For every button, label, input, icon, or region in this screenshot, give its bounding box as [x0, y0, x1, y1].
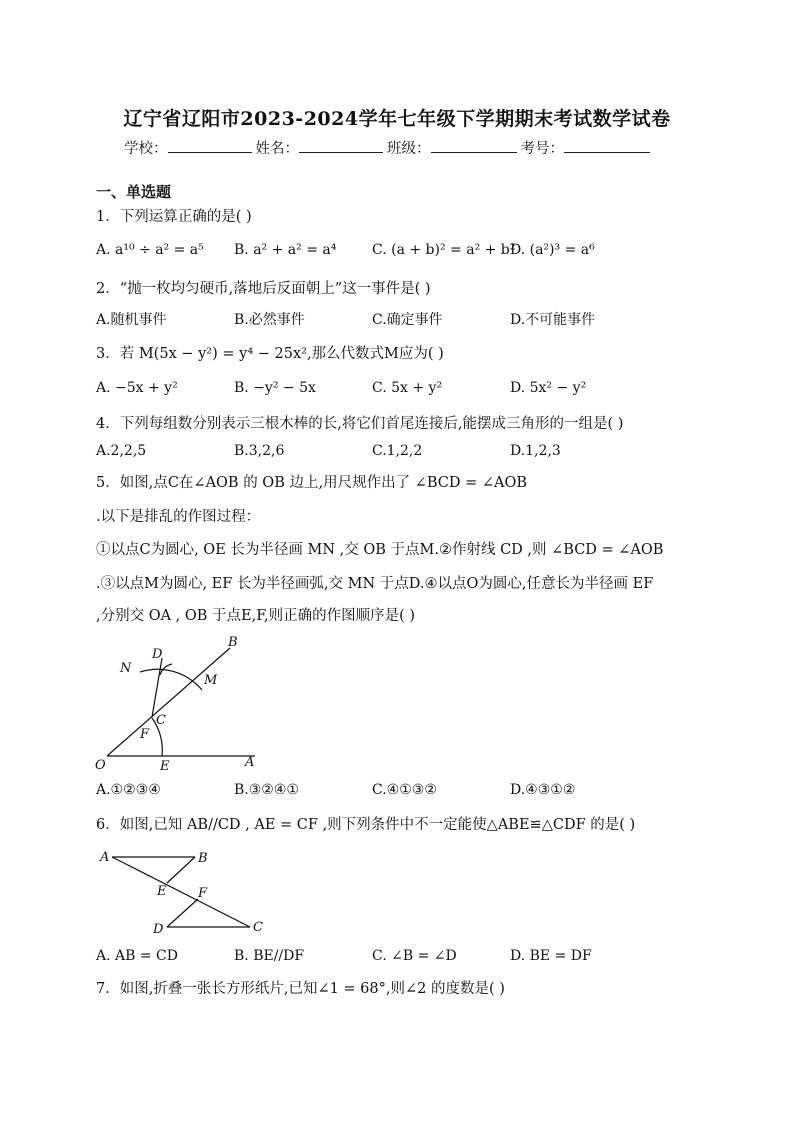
school-label: 学校： [124, 141, 168, 157]
segment-ac [112, 857, 250, 927]
q3-stem: 3．若 M(5x − y²) = y⁴ − 25x²,那么代数式M应为( ) [96, 346, 444, 362]
q4-option-b[interactable]: B.3,2,6 [234, 443, 285, 459]
q6-figure [95, 845, 275, 940]
q6-option-d[interactable]: D. BE = DF [510, 948, 592, 964]
class-label: 班级： [387, 141, 431, 157]
q2-option-a[interactable]: A.随机事件 [96, 312, 167, 328]
q3-option-a[interactable]: A. −5x + y² [96, 380, 178, 396]
label-a: A [245, 755, 255, 770]
q5-stem: 5．如图,点C在∠AOB 的 OB 边上,用尺规作出了 ∠BCD = ∠AOB [96, 475, 528, 491]
label-f: F [140, 727, 150, 742]
q5-line4: .③以点M为圆心, EF 长为半径画弧,交 MN 于点D.④以点O为圆心,任意长为半径画 EF [96, 576, 654, 592]
name-label: 姓名： [255, 141, 299, 157]
q2-stem: 2．“抛一枚均匀硬币,落地后反面朝上”这一事件是( ) [96, 281, 431, 297]
label-f: F [198, 886, 208, 901]
label-m: M [204, 673, 218, 688]
q5-line2: .以下是排乱的作图过程： [96, 509, 261, 525]
q1-option-d[interactable]: D. (a²)³ = a⁶ [510, 242, 595, 258]
q3-option-c[interactable]: C. 5x + y² [372, 380, 443, 396]
name-blank[interactable] [299, 138, 383, 153]
label-n: N [120, 661, 132, 676]
label-d: D [152, 647, 163, 662]
label-b: B [198, 851, 208, 866]
q1-stem: 1．下列运算正确的是( ) [96, 209, 252, 225]
label-e: E [160, 759, 170, 774]
q5-option-c[interactable]: C.④①③② [372, 782, 437, 798]
q5-figure [90, 632, 280, 777]
q3-option-d[interactable]: D. 5x² − y² [510, 380, 587, 396]
arc-mn [140, 669, 202, 690]
ray-cd [152, 658, 162, 717]
q5-line3: ①以点C为圆心, OE 长为半径画 MN ,交 OB 于点M.②作射线 CD ,则 ∠BCD = ∠AOB [96, 542, 664, 558]
q7-stem: 7．如图,折叠一张长方形纸片,已知∠1 = 68°,则∠2 的度数是( ) [96, 981, 505, 997]
class-blank[interactable] [431, 138, 517, 153]
q6-stem: 6．如图,已知 AB//CD , AE = CF ,则下列条件中不一定能使△ABE≌△CDF 的是( ) [96, 817, 636, 833]
q5-option-a[interactable]: A.①②③④ [96, 782, 161, 798]
section-heading: 一、单选题 [96, 183, 172, 201]
q3-option-b[interactable]: B. −y² − 5x [234, 380, 316, 396]
school-blank[interactable] [168, 138, 252, 153]
segment-df [167, 899, 198, 927]
label-b: B [228, 635, 238, 650]
q6-option-a[interactable]: A. AB = CD [96, 948, 178, 964]
label-d: D [153, 922, 164, 937]
q2-option-c[interactable]: C.确定事件 [372, 312, 443, 328]
number-blank[interactable] [564, 138, 650, 153]
label-c: C [156, 713, 166, 728]
label-a: A [100, 850, 110, 865]
q5-option-d[interactable]: D.④③①② [510, 782, 576, 798]
q5-option-b[interactable]: B.③②④① [234, 782, 299, 798]
q6-option-b[interactable]: B. BE//DF [234, 948, 305, 964]
student-info-row [124, 137, 654, 158]
label-c: C [253, 920, 263, 935]
segment-be [167, 857, 195, 883]
q4-option-a[interactable]: A.2,2,5 [96, 443, 147, 459]
q4-stem: 4．下列每组数分别表示三根木棒的长,将它们首尾连接后,能摆成三角形的一组是( ) [96, 416, 624, 432]
q1-option-a[interactable]: A. a¹⁰ ÷ a² = a⁵ [96, 242, 204, 258]
q4-option-c[interactable]: C.1,2,2 [372, 443, 423, 459]
q4-option-d[interactable]: D.1,2,3 [510, 443, 561, 459]
exam-title: 辽宁省辽阳市2023-2024学年七年级下学期期末考试数学试卷 [123, 108, 671, 130]
label-o: O [95, 758, 106, 773]
q2-option-b[interactable]: B.必然事件 [234, 312, 305, 328]
q6-option-c[interactable]: C. ∠B = ∠D [372, 948, 457, 964]
q5-line5: ,分别交 OA , OB 于点E,F,则正确的作图顺序是( ) [96, 608, 416, 624]
q1-option-b[interactable]: B. a² + a² = a⁴ [234, 242, 337, 258]
label-e: E [157, 884, 167, 899]
q1-option-c[interactable]: C. (a + b)² = a² + b² [372, 242, 516, 258]
q2-option-d[interactable]: D.不可能事件 [510, 312, 596, 328]
number-label: 考号： [520, 141, 564, 157]
